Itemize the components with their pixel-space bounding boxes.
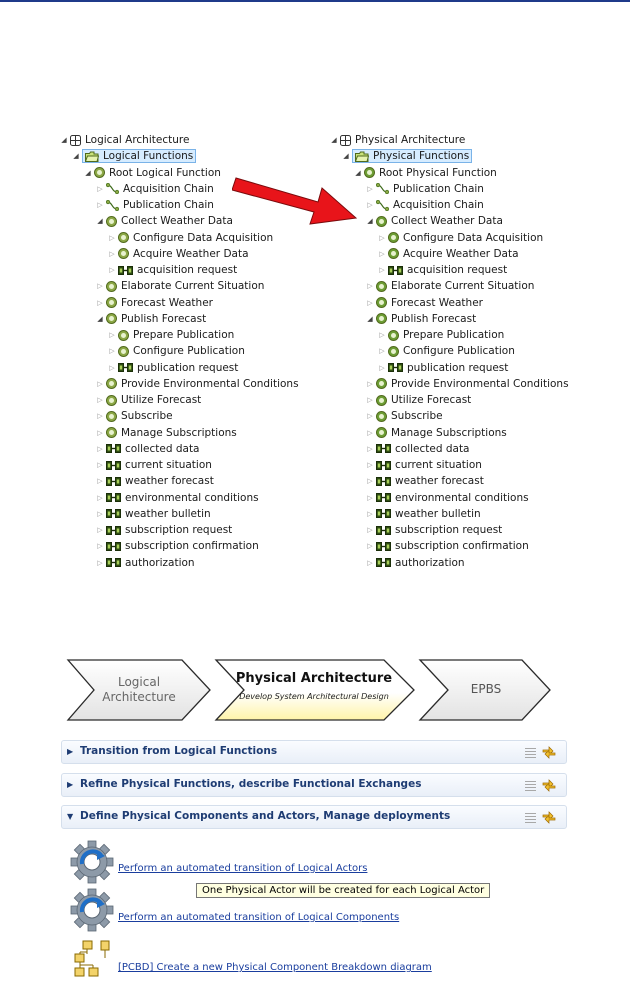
- tree-node-label: Forecast Weather: [391, 296, 483, 309]
- physical-function-icon: [376, 378, 387, 389]
- physical-function-icon: [364, 167, 375, 178]
- tree-node-label: collected data: [395, 442, 470, 455]
- breakdown-diagram-icon[interactable]: [74, 940, 110, 978]
- physical-function-icon: [376, 281, 387, 292]
- transition-components-link[interactable]: Perform an automated transition of Logical Components: [118, 912, 400, 923]
- collapsed-toggle-icon[interactable]: ▷: [97, 493, 103, 502]
- gear-transition-icon[interactable]: [70, 840, 114, 884]
- physical-function-icon: [376, 313, 387, 324]
- tree-node-label: current situation: [395, 459, 482, 471]
- tree-node-label: publication request: [407, 361, 509, 374]
- collapsed-toggle-icon[interactable]: ▷: [367, 509, 373, 518]
- tree-node[interactable]: [328, 213, 569, 229]
- expanded-toggle-icon[interactable]: ◢: [367, 314, 373, 323]
- collapsed-toggle-icon[interactable]: ▷: [109, 233, 115, 242]
- tree-node[interactable]: [58, 295, 299, 311]
- functional-exchange-icon: [376, 509, 391, 518]
- logical-function-icon: [94, 167, 105, 178]
- logical-function-icon: [106, 281, 117, 292]
- section-transition-logical-functions[interactable]: [61, 740, 567, 764]
- open-folder-icon: [355, 151, 369, 162]
- collapsed-toggle-icon[interactable]: ▷: [97, 477, 103, 486]
- section-define-physical-components[interactable]: [61, 805, 567, 829]
- collapsed-toggle-icon[interactable]: ▷: [109, 347, 115, 356]
- functional-exchange-icon: [106, 477, 121, 486]
- collapsed-toggle-icon[interactable]: ▷: [97, 201, 103, 209]
- tree-node-label: Configure Publication: [403, 345, 515, 358]
- collapsed-toggle-icon[interactable]: ▷: [97, 184, 103, 193]
- tree-node-physical-architecture[interactable]: [328, 132, 569, 148]
- collapsed-toggle-icon[interactable]: ▷: [97, 444, 103, 453]
- functional-exchange-icon: [106, 444, 121, 453]
- expanded-toggle-icon[interactable]: ◢: [343, 152, 349, 161]
- phase-subtitle: Develop System Architectural Design: [239, 692, 389, 701]
- tree-node[interactable]: [328, 343, 569, 359]
- logical-function-icon: [106, 297, 117, 308]
- tree-node[interactable]: [328, 457, 569, 473]
- architecture-icon: [340, 135, 351, 146]
- logical-function-icon: [118, 232, 129, 243]
- tree-node-label: Acquire Weather Data: [133, 247, 249, 260]
- architecture-icon: [70, 135, 81, 146]
- collapsed-toggle-icon[interactable]: ▷: [97, 379, 103, 388]
- tree-node-label: Manage Subscriptions: [391, 426, 507, 439]
- tree-node[interactable]: [58, 538, 299, 554]
- collapsed-toggle-icon[interactable]: ▷: [97, 509, 103, 518]
- tree-node[interactable]: [328, 295, 569, 311]
- tree-node-label: Publication Chain: [123, 199, 214, 211]
- menu-icon[interactable]: [525, 812, 536, 823]
- collapsed-toggle-icon[interactable]: ▷: [367, 493, 373, 502]
- tree-node[interactable]: [328, 197, 569, 213]
- logical-function-icon: [118, 330, 129, 341]
- tree-node-label: Logical Functions: [103, 150, 194, 163]
- functional-exchange-icon: [106, 558, 121, 567]
- tree-node[interactable]: [328, 278, 569, 294]
- tree-node-label: Elaborate Current Situation: [391, 280, 535, 293]
- functional-exchange-icon: [118, 363, 133, 372]
- tree-node-label: Publication Chain: [393, 182, 484, 195]
- tree-node-label: Utilize Forecast: [391, 394, 472, 406]
- expanded-toggle-icon[interactable]: ◢: [97, 314, 103, 323]
- tree-node[interactable]: [328, 262, 569, 278]
- phase-label-physical: [224, 671, 404, 704]
- collapsed-toggle-icon[interactable]: ▷: [379, 266, 385, 274]
- tree-node[interactable]: [328, 473, 569, 489]
- functional-exchange-icon: [106, 461, 121, 470]
- expanded-toggle-icon[interactable]: ◢: [97, 217, 103, 226]
- tree-node-label: authorization: [395, 556, 465, 569]
- top-border-line: [0, 0, 630, 2]
- tree-node[interactable]: [58, 262, 299, 278]
- tree-node-label: subscription request: [125, 524, 233, 536]
- section-title[interactable]: Refine Physical Functions, describe Functional Exchanges: [80, 778, 422, 790]
- tree-node-label: Configure Data Acquisition: [403, 231, 544, 244]
- tree-node[interactable]: [328, 327, 569, 343]
- tree-node-label: weather bulletin: [125, 507, 211, 520]
- gear-transition-icon[interactable]: [70, 888, 114, 932]
- tree-node[interactable]: [58, 522, 299, 538]
- expanded-toggle-icon[interactable]: ◢: [73, 152, 79, 161]
- tree-node-label: Subscribe: [121, 410, 173, 423]
- tree-node[interactable]: [328, 538, 569, 554]
- functional-exchange-icon: [106, 526, 121, 535]
- functional-chain-icon: [106, 183, 119, 194]
- synchronize-icon[interactable]: [542, 779, 556, 792]
- synchronize-icon[interactable]: [542, 746, 556, 759]
- tree-node-logical-functions[interactable]: [58, 148, 299, 164]
- tree-node-label: authorization: [125, 556, 195, 569]
- tooltip: One Physical Actor will be created for each Logical Actor: [196, 883, 490, 898]
- tree-node-label: subscription confirmation: [125, 540, 259, 553]
- action-transition-components[interactable]: [118, 905, 399, 924]
- tree-node-label: Provide Environmental Conditions: [121, 377, 299, 390]
- tree-node[interactable]: [328, 522, 569, 538]
- collapsed-toggle-icon[interactable]: ▷: [367, 184, 373, 193]
- tree-node[interactable]: [328, 506, 569, 522]
- collapsed-toggle-icon[interactable]: ▷: [109, 331, 115, 339]
- collapsed-toggle-icon[interactable]: ▷: [97, 396, 103, 404]
- action-transition-actors[interactable]: [118, 856, 367, 875]
- phase-label-logical: [84, 675, 194, 705]
- collapsed-toggle-icon[interactable]: ▷: [109, 363, 115, 372]
- expanded-toggle-icon[interactable]: ◢: [61, 136, 67, 144]
- collapsed-toggle-icon[interactable]: ▷: [97, 542, 103, 551]
- collapsed-toggle-icon[interactable]: ▷: [379, 363, 385, 372]
- tree-node[interactable]: [328, 425, 569, 441]
- physical-function-icon: [376, 297, 387, 308]
- functional-exchange-icon: [376, 477, 391, 486]
- tree-node[interactable]: [328, 555, 569, 571]
- create-pcbd-link[interactable]: [PCBD] Create a new Physical Component Breakdown diagram: [118, 962, 432, 973]
- tree-node-label: Publish Forecast: [121, 312, 207, 325]
- tree-node-label: Acquisition Chain: [123, 182, 214, 195]
- tree-node[interactable]: [328, 246, 569, 262]
- tree-node[interactable]: [58, 457, 299, 473]
- collapsed-toggle-icon[interactable]: ▷: [367, 428, 373, 437]
- tree-node-label: Configure Data Acquisition: [133, 231, 274, 244]
- collapsed-toggle-icon[interactable]: ▷: [379, 233, 385, 242]
- collapsed-toggle-icon[interactable]: ▷: [97, 298, 103, 307]
- functional-exchange-icon: [376, 461, 391, 470]
- tree-node[interactable]: [58, 490, 299, 506]
- phase-label-line: Logical: [117, 675, 161, 689]
- logical-function-icon: [118, 346, 129, 357]
- functional-chain-icon: [376, 183, 389, 194]
- physical-function-icon: [388, 330, 399, 341]
- functional-exchange-icon: [118, 266, 133, 275]
- physical-function-icon: [376, 411, 387, 422]
- open-folder-icon: [85, 151, 99, 162]
- tree-node-label: Logical Architecture: [85, 134, 190, 146]
- collapsed-toggle-icon[interactable]: ▷: [367, 542, 373, 551]
- tree-node-label: Prepare Publication: [403, 329, 505, 341]
- tree-node-label: collected data: [125, 442, 200, 455]
- tree-node-label: Collect Weather Data: [391, 215, 503, 228]
- tree-node[interactable]: [328, 311, 569, 327]
- collapsed-toggle-icon[interactable]: ▷: [367, 461, 373, 469]
- functional-exchange-icon: [376, 558, 391, 567]
- tree-node[interactable]: [328, 441, 569, 457]
- tree-node[interactable]: [58, 246, 299, 262]
- collapsed-toggle-icon[interactable]: ▷: [367, 379, 373, 388]
- physical-function-icon: [388, 346, 399, 357]
- physical-architecture-tree: [328, 132, 569, 571]
- tree-node[interactable]: [58, 425, 299, 441]
- functional-exchange-icon: [388, 266, 403, 275]
- tree-node-label: Physical Architecture: [355, 134, 466, 146]
- collapsed-toggle-icon[interactable]: ▷: [97, 282, 103, 291]
- functional-exchange-icon: [106, 542, 121, 551]
- functional-exchange-icon: [376, 444, 391, 453]
- tree-node[interactable]: [58, 441, 299, 457]
- tree-node-label: Root Physical Function: [379, 166, 497, 179]
- transition-actors-link[interactable]: Perform an automated transition of Logical Actors: [118, 863, 368, 874]
- logical-function-icon: [106, 313, 117, 324]
- selected-node[interactable]: [82, 149, 196, 163]
- collapsed-toggle-icon[interactable]: ▷: [367, 201, 373, 209]
- tree-node[interactable]: [58, 473, 299, 489]
- functional-exchange-icon: [388, 363, 403, 372]
- tree-node[interactable]: [58, 555, 299, 571]
- expanded-toggle-icon[interactable]: ◢: [331, 136, 337, 144]
- physical-function-icon: [376, 216, 387, 227]
- tree-node[interactable]: [58, 327, 299, 343]
- tree-node[interactable]: [328, 376, 569, 392]
- action-create-pcbd[interactable]: [118, 955, 432, 974]
- red-arrow-icon: [232, 168, 360, 226]
- expanded-toggle-icon[interactable]: ◢: [355, 168, 361, 177]
- tree-node-label: weather forecast: [125, 475, 214, 488]
- physical-function-icon: [376, 395, 387, 406]
- functional-exchange-icon: [376, 526, 391, 535]
- section-title[interactable]: Transition from Logical Functions: [80, 745, 278, 757]
- section-title[interactable]: Define Physical Components and Actors, Manage deployments: [80, 810, 451, 822]
- functional-chain-icon: [376, 200, 389, 211]
- tree-node-label: Forecast Weather: [121, 296, 213, 309]
- tree-node-label: Utilize Forecast: [121, 394, 202, 406]
- tree-node-label: subscription request: [395, 524, 503, 536]
- tree-node[interactable]: [328, 181, 569, 197]
- tree-node[interactable]: [58, 230, 299, 246]
- tree-node-label: publication request: [137, 361, 239, 374]
- physical-function-icon: [388, 248, 399, 259]
- tree-node-label: Acquire Weather Data: [403, 247, 519, 260]
- logical-function-icon: [106, 427, 117, 438]
- collapsed-toggle-icon[interactable]: ▷: [97, 526, 103, 534]
- collapsed-toggle-icon[interactable]: ▷: [367, 396, 373, 404]
- tree-node[interactable]: [328, 408, 569, 424]
- tree-node[interactable]: [58, 278, 299, 294]
- physical-function-icon: [388, 232, 399, 243]
- collapsed-toggle-icon[interactable]: ▷: [367, 298, 373, 307]
- tree-node-label: weather bulletin: [395, 507, 481, 520]
- tree-node-physical-functions[interactable]: [328, 148, 569, 164]
- phase-title: Physical Architecture: [235, 671, 393, 686]
- phase-label-epbs: EPBS: [470, 682, 502, 696]
- phase-label-line: Architecture: [102, 690, 176, 704]
- tree-node[interactable]: [328, 392, 569, 408]
- collapsed-triangle-icon[interactable]: ▶: [67, 780, 74, 789]
- collapsed-toggle-icon[interactable]: ▷: [367, 444, 373, 453]
- tree-node[interactable]: [328, 230, 569, 246]
- tree-node-label: weather forecast: [395, 475, 484, 488]
- logical-function-icon: [106, 378, 117, 389]
- collapsed-triangle-icon[interactable]: ▶: [67, 747, 74, 756]
- expanded-toggle-icon[interactable]: ◢: [367, 217, 373, 226]
- functional-exchange-icon: [376, 493, 391, 502]
- expanded-toggle-icon[interactable]: ◢: [85, 168, 91, 177]
- collapsed-toggle-icon[interactable]: ▷: [367, 282, 373, 291]
- physical-function-icon: [376, 427, 387, 438]
- collapsed-toggle-icon[interactable]: ▷: [109, 249, 115, 258]
- collapsed-toggle-icon[interactable]: ▷: [97, 428, 103, 437]
- tree-node-label: current situation: [125, 459, 212, 471]
- tree-node[interactable]: [58, 376, 299, 392]
- logical-function-icon: [106, 395, 117, 406]
- tree-node[interactable]: [58, 311, 299, 327]
- tree-node[interactable]: [328, 490, 569, 506]
- expanded-triangle-icon[interactable]: ▼: [67, 812, 74, 821]
- logical-function-icon: [118, 248, 129, 259]
- tree-node-label: Prepare Publication: [133, 329, 235, 341]
- tree-node-label: Publish Forecast: [391, 312, 477, 325]
- tree-node[interactable]: [58, 408, 299, 424]
- section-refine-physical-functions[interactable]: [61, 773, 567, 797]
- collapsed-toggle-icon[interactable]: ▷: [367, 558, 373, 567]
- tree-node[interactable]: [58, 506, 299, 522]
- tree-node[interactable]: [58, 360, 299, 376]
- tree-node-label: Root Logical Function: [109, 166, 221, 179]
- collapsed-toggle-icon[interactable]: ▷: [109, 266, 115, 274]
- tree-node-label: Elaborate Current Situation: [121, 280, 265, 293]
- collapsed-toggle-icon[interactable]: ▷: [367, 477, 373, 486]
- collapsed-toggle-icon[interactable]: ▷: [367, 526, 373, 534]
- tree-node-label: subscription confirmation: [395, 540, 529, 553]
- menu-icon[interactable]: [525, 747, 536, 758]
- selected-node[interactable]: [352, 149, 472, 163]
- collapsed-toggle-icon[interactable]: ▷: [379, 249, 385, 258]
- functional-exchange-icon: [106, 493, 121, 502]
- workflow-banner: [64, 654, 564, 726]
- tree-node-label: environmental conditions: [395, 491, 529, 504]
- tree-node-label: Provide Environmental Conditions: [391, 377, 569, 390]
- functional-chain-icon: [106, 200, 119, 211]
- logical-function-icon: [106, 411, 117, 422]
- synchronize-icon[interactable]: [542, 811, 556, 824]
- functional-exchange-icon: [106, 509, 121, 518]
- collapsed-toggle-icon[interactable]: ▷: [97, 461, 103, 469]
- collapsed-toggle-icon[interactable]: ▷: [367, 412, 373, 421]
- tree-node-label: Manage Subscriptions: [121, 426, 237, 439]
- collapsed-toggle-icon[interactable]: ▷: [97, 412, 103, 421]
- collapsed-toggle-icon[interactable]: ▷: [379, 331, 385, 339]
- collapsed-toggle-icon[interactable]: ▷: [97, 558, 103, 567]
- menu-icon[interactable]: [525, 780, 536, 791]
- tree-node-root-physical-function[interactable]: [328, 165, 569, 181]
- tree-node-label: acquisition request: [137, 264, 238, 276]
- tree-node-label: Subscribe: [391, 410, 443, 423]
- tree-node-label: Acquisition Chain: [393, 199, 484, 211]
- tree-node-label: environmental conditions: [125, 491, 259, 504]
- tree-node-label: Configure Publication: [133, 345, 245, 358]
- logical-function-icon: [106, 216, 117, 227]
- tree-node[interactable]: [58, 343, 299, 359]
- tree-node-label: acquisition request: [407, 264, 508, 276]
- tree-node-label: Physical Functions: [373, 150, 470, 163]
- tree-node[interactable]: [58, 392, 299, 408]
- tree-node-logical-architecture[interactable]: [58, 132, 299, 148]
- tree-node[interactable]: [328, 360, 569, 376]
- functional-exchange-icon: [376, 542, 391, 551]
- tree-node-label: Collect Weather Data: [121, 215, 233, 228]
- collapsed-toggle-icon[interactable]: ▷: [379, 347, 385, 356]
